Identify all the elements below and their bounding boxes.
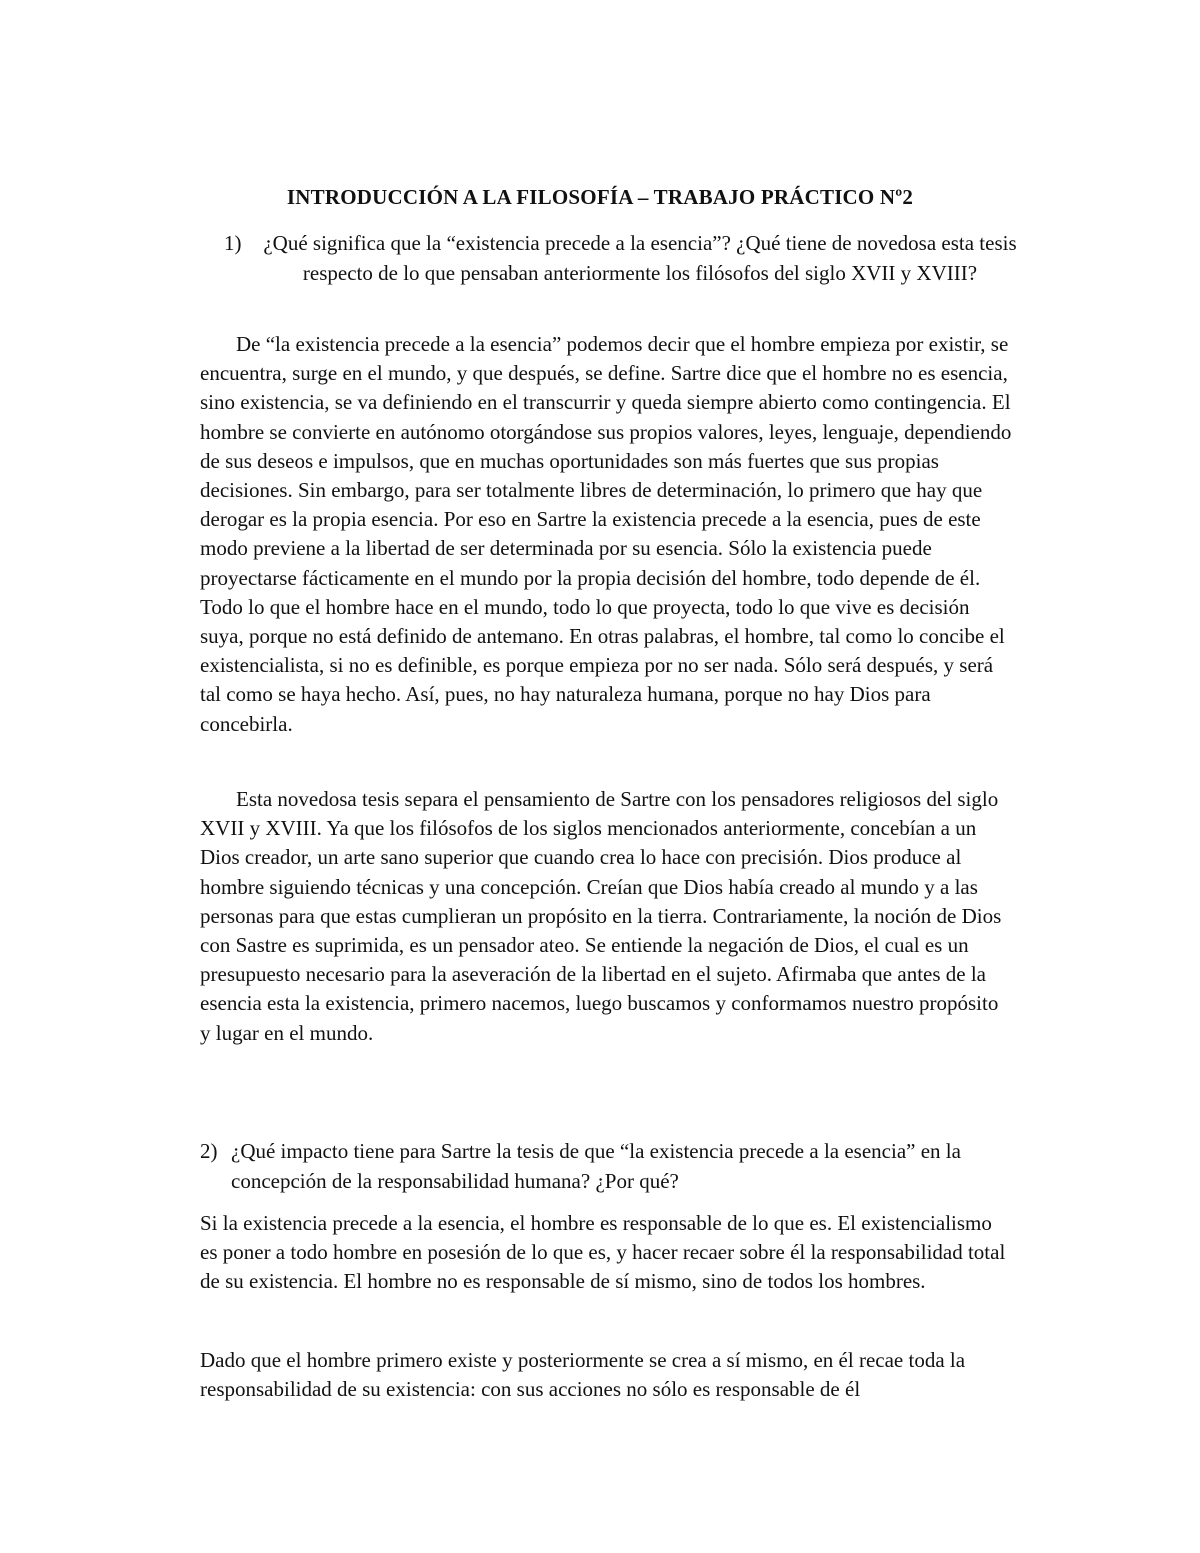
document-title: INTRODUCCIÓN A LA FILOSOFÍA – TRABAJO PRÁCTICO Nº2 — [286, 185, 914, 209]
answer-paragraph-1: De “la existencia precede a la esencia” podemos decir que el hombre empieza por existir, se encuentra, surge en el mundo, y que después, se define. Sartre dice que el hombre no es esencia, sino existencia, se va definiendo en el transcurrir y queda siempre abierto como contingencia. El hombre se convierte en autónomo otorgándose sus propios valores, leyes, lenguaje, dependiendo de sus deseos e impulsos, que en muchas oportunidades son más fuertes que sus propias decisiones. Sin embargo, para ser totalmente libres de determinación, lo primero que hay que derogar es la propia esencia. Por eso en Sartre la existencia precede a la esencia, pues de este modo previene a la libertad de ser determinada por su esencia. Sólo la existencia puede proyectarse fácticamente en el mundo por la propia decisión del hombre, todo depende de él. Todo lo que el hombre hace en el mundo, todo lo que proyecta, todo lo que vive es decisión suya, porque no está definido de antemano. En otras palabras, el hombre, tal como lo concibe el existencialista, si no es definible, es porque empieza por no ser nada. Sólo será después, y será tal como se haya hecho. Así, pues, no hay naturaleza humana, porque no hay Dios para concebirla. — [200, 332, 1012, 736]
answer-paragraph-4: Dado que el hombre primero existe y posteriormente se crea a sí mismo, en él recae toda la responsabilidad de su existencia: con sus acciones no sólo es responsable de él — [200, 1348, 966, 1402]
answer-paragraph-3: Si la existencia precede a la esencia, el hombre es responsable de lo que es. El existencialismo es poner a todo hombre en posesión de lo que es, y hacer recaer sobre él la responsabilidad total de su existencia. El hombre no es responsable de sí mismo, sino de todos los hombres. — [200, 1211, 1006, 1294]
question-2-text: ¿Qué impacto tiene para Sartre la tesis de que “la existencia precede a la esencia” en la concepción de la responsabilidad humana? ¿Por qué? — [231, 1139, 961, 1193]
question-1-number: 1) — [224, 231, 242, 255]
question-1-text: ¿Qué significa que la “existencia precede a la esencia”? ¿Qué tiene de novedosa esta tesis respecto de lo que pensaban anteriormente los filósofos del siglo XVII y XVIII? — [263, 231, 1017, 285]
question-2-number: 2) — [200, 1139, 218, 1163]
answer-paragraph-2: Esta novedosa tesis separa el pensamiento de Sartre con los pensadores religiosos del siglo XVII y XVIII. Ya que los filósofos de los siglos mencionados anteriormente, concebían a un Dios creador, un arte sano superior que cuando crea lo hace con precisión. Dios produce al hombre siguiendo técnicas y una concepción. Creían que Dios había creado al mundo y a las personas para que estas cumplieran un propósito en la tierra. Contrariamente, la noción de Dios con Sastre es suprimida, es un pensador ateo. Se entiende la negación de Dios, el cual es un presupuesto necesario para la aseveración de la libertad en el sujeto. Afirmaba que antes de la esencia esta la existencia, primero nacemos, luego buscamos y conformamos nuestro propósito y lugar en el mundo. — [200, 787, 1002, 1045]
